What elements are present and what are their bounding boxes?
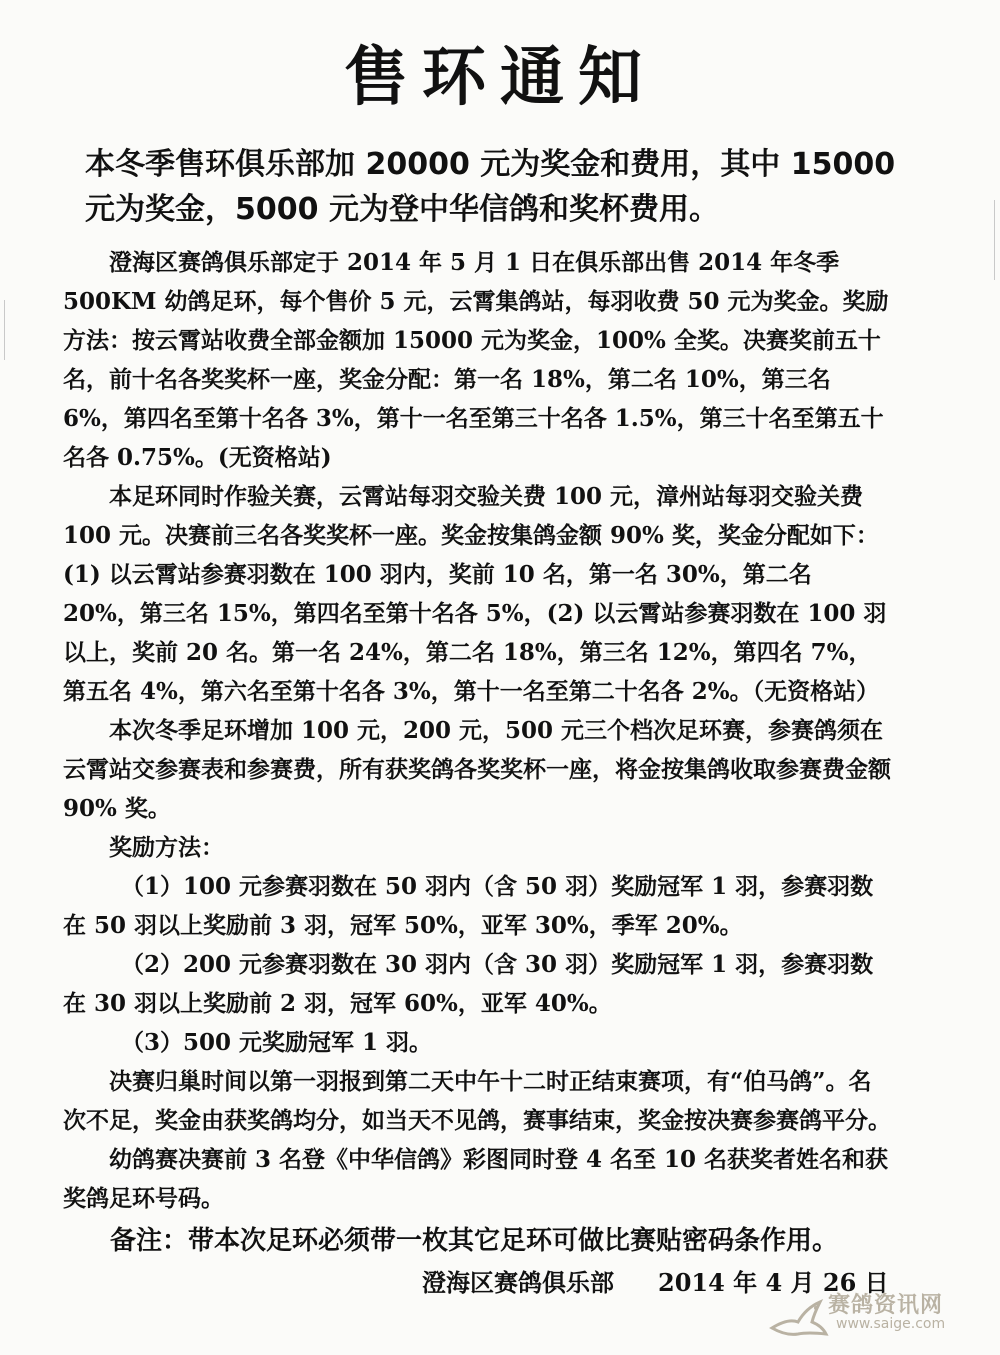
signature-date: 2014 年 4 月 26 日 [658,1268,889,1297]
headline [85,142,905,232]
paragraph-sale: 澄海区赛鸽俱乐部定于 2014 年 5 月 1 日在俱乐部出售 2014 年冬季 500KM 幼鸽足环，每个售价 5 元，云霄集鸽站，每羽收费 50 元为奖金。奖励方法：按云霄站收费全部金额加 15000 元为奖金，100% 全奖。决赛奖前五十名，前十名各奖奖杯一座，奖金分配：第一名 18%，第二名 10%，第三名 6%，第四名至第十名各 3%，第十一名至第三十名各 1.5%，第三十名至第五十名各 0.75%。(无资格站) [63,249,889,471]
signature-org: 澄海区赛鸽俱乐部 [422,1268,614,1297]
reward-item-1: （1）100 元参赛羽数在 50 羽内（含 50 羽）奖励冠军 1 羽，参赛羽数在 50 羽以上奖励前 3 羽，冠军 50%，亚军 30%，季军 20%。 [63,873,874,939]
paragraph-homing-time: 决赛归巢时间以第一羽报到第二天中午十二时正结束赛项，有“伯马鸽”。名次不足，奖金由获奖鸽均分，如当天不见鸽，赛事结束，奖金按决赛参赛鸽平分。 [63,1068,891,1134]
pigeon-logo-icon [768,1288,830,1340]
watermark-url: www.saige.com [836,1316,946,1332]
watermark-name: 赛鸽资讯网 [828,1293,944,1318]
site-watermark [768,1288,968,1340]
remark-note: 备注：带本次足环必须带一枚其它足环可做比赛贴密码条作用。 [110,1226,839,1256]
reward-item-3: （3）500 元奖励冠军 1 羽。 [121,1029,433,1056]
paragraph-publication: 幼鸽赛决赛前 3 名登《中华信鸽》彩图同时登 4 名至 10 名获奖者姓名和获奖鸽足环号码。 [63,1146,889,1212]
notice-body [63,243,893,1218]
paragraph-tier-race: 本次冬季足环增加 100 元，200 元，500 元三个档次足环赛，参赛鸽须在云霄站交参赛表和参赛费，所有获奖鸽各奖奖杯一座，将金按集鸽收取参赛费金额 90% 奖。 [63,717,891,822]
paragraph-inspection-race: 本足环同时作验关赛，云霄站每羽交验关费 100 元，漳州站每羽交验关费 100 元。决赛前三名各奖奖杯一座。奖金按集鸽金额 90% 奖，奖金分配如下：(1) 以云霄站参赛羽数在 100 羽内，奖前 10 名，第一名 30%，第二名 20%，第三名 15%，第四名至第十名各 5%，(2) 以云霄站参赛羽数在 100 羽以上，奖前 20 名。第一名 24%，第二名 18%，第三名 12%，第四名 7%，第五名 4%，第六名至第十名各 3%，第十一名至第二十名各 2%。（无资格站） [63,483,887,705]
right-edge-mark [994,200,995,280]
notice-title: 售环通知 [344,41,656,115]
left-edge-mark [4,300,5,360]
reward-item-2: （2）200 元参赛羽数在 30 羽内（含 30 羽）奖励冠军 1 羽，参赛羽数在 30 羽以上奖励前 2 羽，冠军 60%，亚军 40%。 [63,951,874,1017]
headline-line-2: 元为奖金，5000 元为登中华信鸽和奖杯费用。 [85,192,719,227]
headline-line-1: 本冬季售环俱乐部加 20000 元为奖金和费用，其中 15000 [85,147,896,182]
reward-heading: 奖励方法： [109,834,224,861]
